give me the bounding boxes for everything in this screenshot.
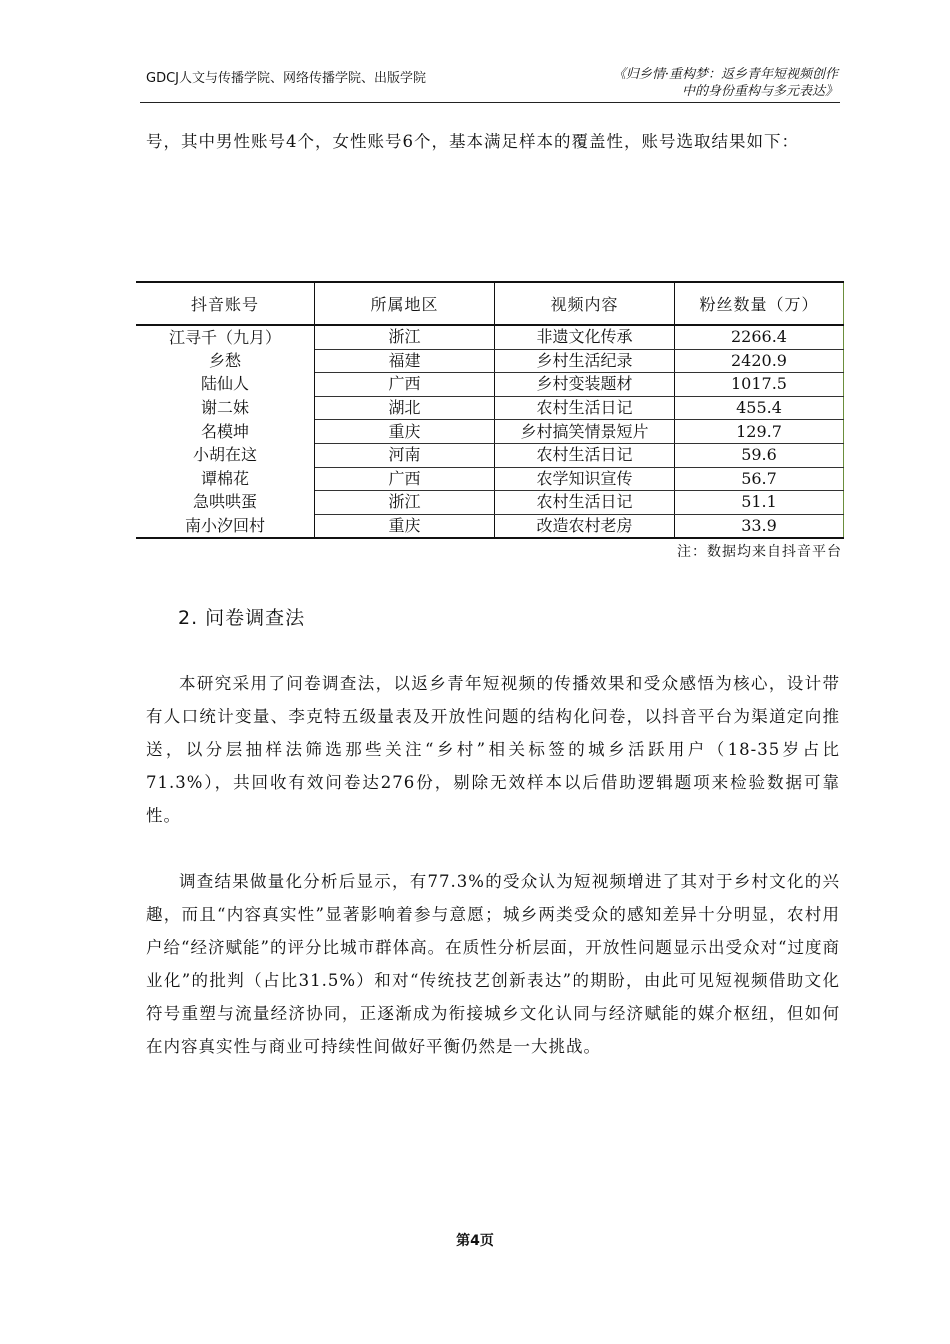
content-cell: 乡村生活纪录	[495, 349, 675, 373]
page-number: 第4页	[456, 1233, 494, 1249]
account-name-cell: 江寻千（九月）	[136, 325, 315, 349]
region-cell: 浙江	[315, 491, 495, 515]
table-row	[136, 325, 844, 349]
fans-cell: 59.6	[675, 443, 844, 467]
fans-cell: 129.7	[675, 420, 844, 444]
account-name-cell: 名模坤	[136, 420, 315, 444]
account-name-cell: 小胡在这	[136, 443, 315, 467]
content-cell: 改造农村老房	[495, 514, 675, 538]
table-row	[136, 396, 844, 420]
table-row	[136, 420, 844, 444]
intro-paragraph: 号，其中男性账号4个，女性账号6个，基本满足样本的覆盖性，账号选取结果如下：	[146, 132, 799, 151]
column-header-content: 视频内容	[495, 282, 675, 325]
fans-cell: 455.4	[675, 396, 844, 420]
account-name-cell: 乡愁	[136, 349, 315, 373]
header-divider	[140, 102, 840, 103]
table-row	[136, 467, 844, 491]
table-row	[136, 349, 844, 373]
content-cell: 非遗文化传承	[495, 325, 675, 349]
content-cell: 乡村搞笑情景短片	[495, 420, 675, 444]
account-name-cell: 谭棉花	[136, 467, 315, 491]
content-cell: 农村生活日记	[495, 491, 675, 515]
region-cell: 广西	[315, 373, 495, 397]
content-cell: 乡村变装题材	[495, 373, 675, 397]
header-paper-title-line2: 中的身份重构与多元表达》	[681, 84, 838, 99]
table-header-row	[136, 282, 844, 325]
column-header-fans: 粉丝数量（万）	[675, 282, 844, 325]
region-cell: 重庆	[315, 420, 495, 444]
region-cell: 重庆	[315, 514, 495, 538]
content-cell: 农村生活日记	[495, 396, 675, 420]
fans-cell: 2266.4	[675, 325, 844, 349]
column-header-region: 所属地区	[315, 282, 495, 325]
accounts-table	[136, 281, 844, 539]
content-cell: 农村生活日记	[495, 443, 675, 467]
region-cell: 福建	[315, 349, 495, 373]
fans-cell: 51.1	[675, 491, 844, 515]
fans-cell: 33.9	[675, 514, 844, 538]
header-paper-title-line1: 《归乡情·重构梦：返乡青年短视频创作	[612, 67, 838, 82]
header-paper-title	[548, 66, 838, 100]
account-name-cell: 陆仙人	[136, 373, 315, 397]
content-cell: 农学知识宣传	[495, 467, 675, 491]
account-name-cell: 南小汐回村	[136, 514, 315, 538]
table-row	[136, 373, 844, 397]
region-cell: 广西	[315, 467, 495, 491]
section-heading: 2. 问卷调查法	[178, 607, 306, 629]
column-header-account: 抖音账号	[136, 282, 315, 325]
fans-cell: 2420.9	[675, 349, 844, 373]
account-name-cell: 谢二妹	[136, 396, 315, 420]
table-row	[136, 443, 844, 467]
section-paragraph-1: 本研究采用了问卷调查法，以返乡青年短视频的传播效果和受众感悟为核心，设计带有人口统计变量、李克特五级量表及开放性问题的结构化问卷，以抖音平台为渠道定向推送，以分层抽样法筛选那些关注“乡村”相关标签的城乡活跃用户（18-35岁占比71.3%），共回收有效问卷达276份，剔除无效样本以后借助逻辑题项来检验数据可靠性。	[146, 674, 840, 825]
section-paragraph-2: 调查结果做量化分析后显示，有77.3%的受众认为短视频增进了其对于乡村文化的兴趣，而且“内容真实性”显著影响着参与意愿；城乡两类受众的感知差异十分明显，农村用户给“经济赋能”的评分比城市群体高。在质性分析层面，开放性问题显示出受众对“过度商业化”的批判（占比31.5%）和对“传统技艺创新表达”的期盼，由此可见短视频借助文化符号重塑与流量经济协同，正逐渐成为衔接城乡文化认同与经济赋能的媒介枢纽，但如何在内容真实性与商业可持续性间做好平衡仍然是一大挑战。	[146, 872, 840, 1056]
fans-cell: 56.7	[675, 467, 844, 491]
region-cell: 浙江	[315, 325, 495, 349]
table-row	[136, 491, 844, 515]
region-cell: 河南	[315, 443, 495, 467]
fans-cell: 1017.5	[675, 373, 844, 397]
header-institution: GDCJ人文与传播学院、网络传播学院、出版学院	[146, 71, 426, 86]
table-note: 注：数据均来自抖音平台	[677, 544, 842, 560]
account-name-cell: 急哄哄蛋	[136, 491, 315, 515]
table-row	[136, 514, 844, 538]
region-cell: 湖北	[315, 396, 495, 420]
